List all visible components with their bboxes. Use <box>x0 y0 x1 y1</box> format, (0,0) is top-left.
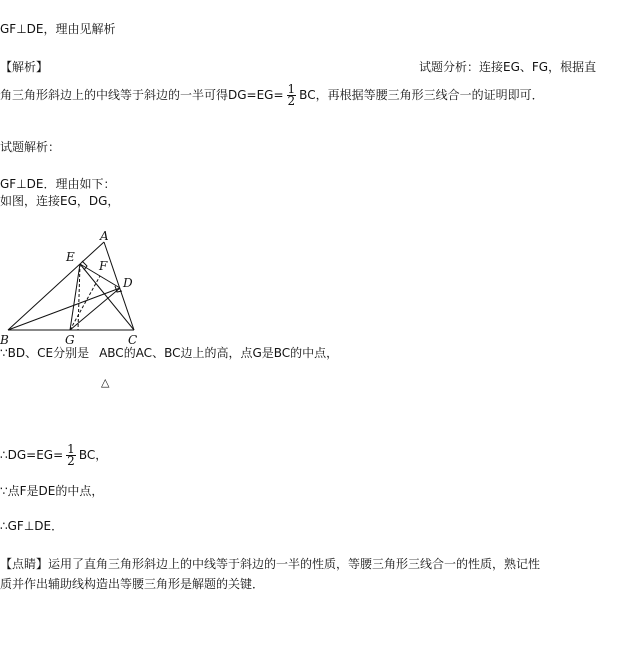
segment-gd <box>70 288 120 330</box>
geometry-figure <box>0 228 160 351</box>
analysis-line-2-after: BC，再根据等腰三角形三线合一的证明即可． <box>299 88 544 102</box>
since-line-2: ∵点F是DE的中点， <box>0 484 104 498</box>
therefore-line-1 <box>0 442 107 468</box>
fraction-denominator-2: 2 <box>67 454 75 468</box>
since-line-1 <box>0 346 338 360</box>
label-a: A <box>100 229 109 243</box>
label-g: G <box>65 333 75 347</box>
analysis-intro: 试题分析：连接EG、FG，根据直 <box>419 60 597 74</box>
comment-tag: 【点睛】 <box>0 557 49 571</box>
therefore-line-1-after: BC， <box>78 448 108 462</box>
label-e: E <box>66 250 75 264</box>
solution-claim: GF⊥DE．理由如下： <box>0 177 116 191</box>
label-f: F <box>99 259 108 273</box>
label-d: D <box>123 276 133 290</box>
label-c: C <box>128 333 138 347</box>
therefore-line-1-before: ∴DG=EG= <box>0 448 64 462</box>
label-b: B <box>0 333 9 347</box>
comment-line-2: 质并作出辅助线构造出等腰三角形是解题的关键． <box>0 577 265 591</box>
fraction-denominator: 2 <box>287 94 296 108</box>
fraction-one-half <box>287 84 297 107</box>
comment-text-1: 运用了直角三角形斜边上的中线等于斜边的一半的性质，等腰三角形三线合一的性质，熟记性 <box>48 557 541 571</box>
therefore-line-2: ∴GF⊥DE． <box>0 519 64 533</box>
comment-line-1 <box>0 557 540 571</box>
fraction-one-half-2 <box>66 444 76 467</box>
fraction-numerator-2: 1 <box>67 442 75 456</box>
since-line-1-start: ∵BD、CE分别是 <box>0 346 90 360</box>
solution-heading: 试题解析： <box>0 140 61 154</box>
segment-ab <box>8 242 104 330</box>
altitude-bd <box>8 288 120 330</box>
analysis-tag: 【解析】 <box>0 60 49 74</box>
triangle-symbol: △ <box>101 376 110 389</box>
answer-line: GF⊥DE，理由见解析 <box>0 22 116 36</box>
analysis-line-2-before: 角三角形斜边上的中线等于斜边的一半可得DG=EG= <box>0 88 284 102</box>
analysis-line-2 <box>0 82 544 108</box>
fraction-numerator: 1 <box>287 82 296 96</box>
since-line-1-rest: ABC的AC、BC边上的高，点G是BC的中点， <box>99 346 339 360</box>
solution-construction: 如图，连接EG，DG， <box>0 194 120 208</box>
